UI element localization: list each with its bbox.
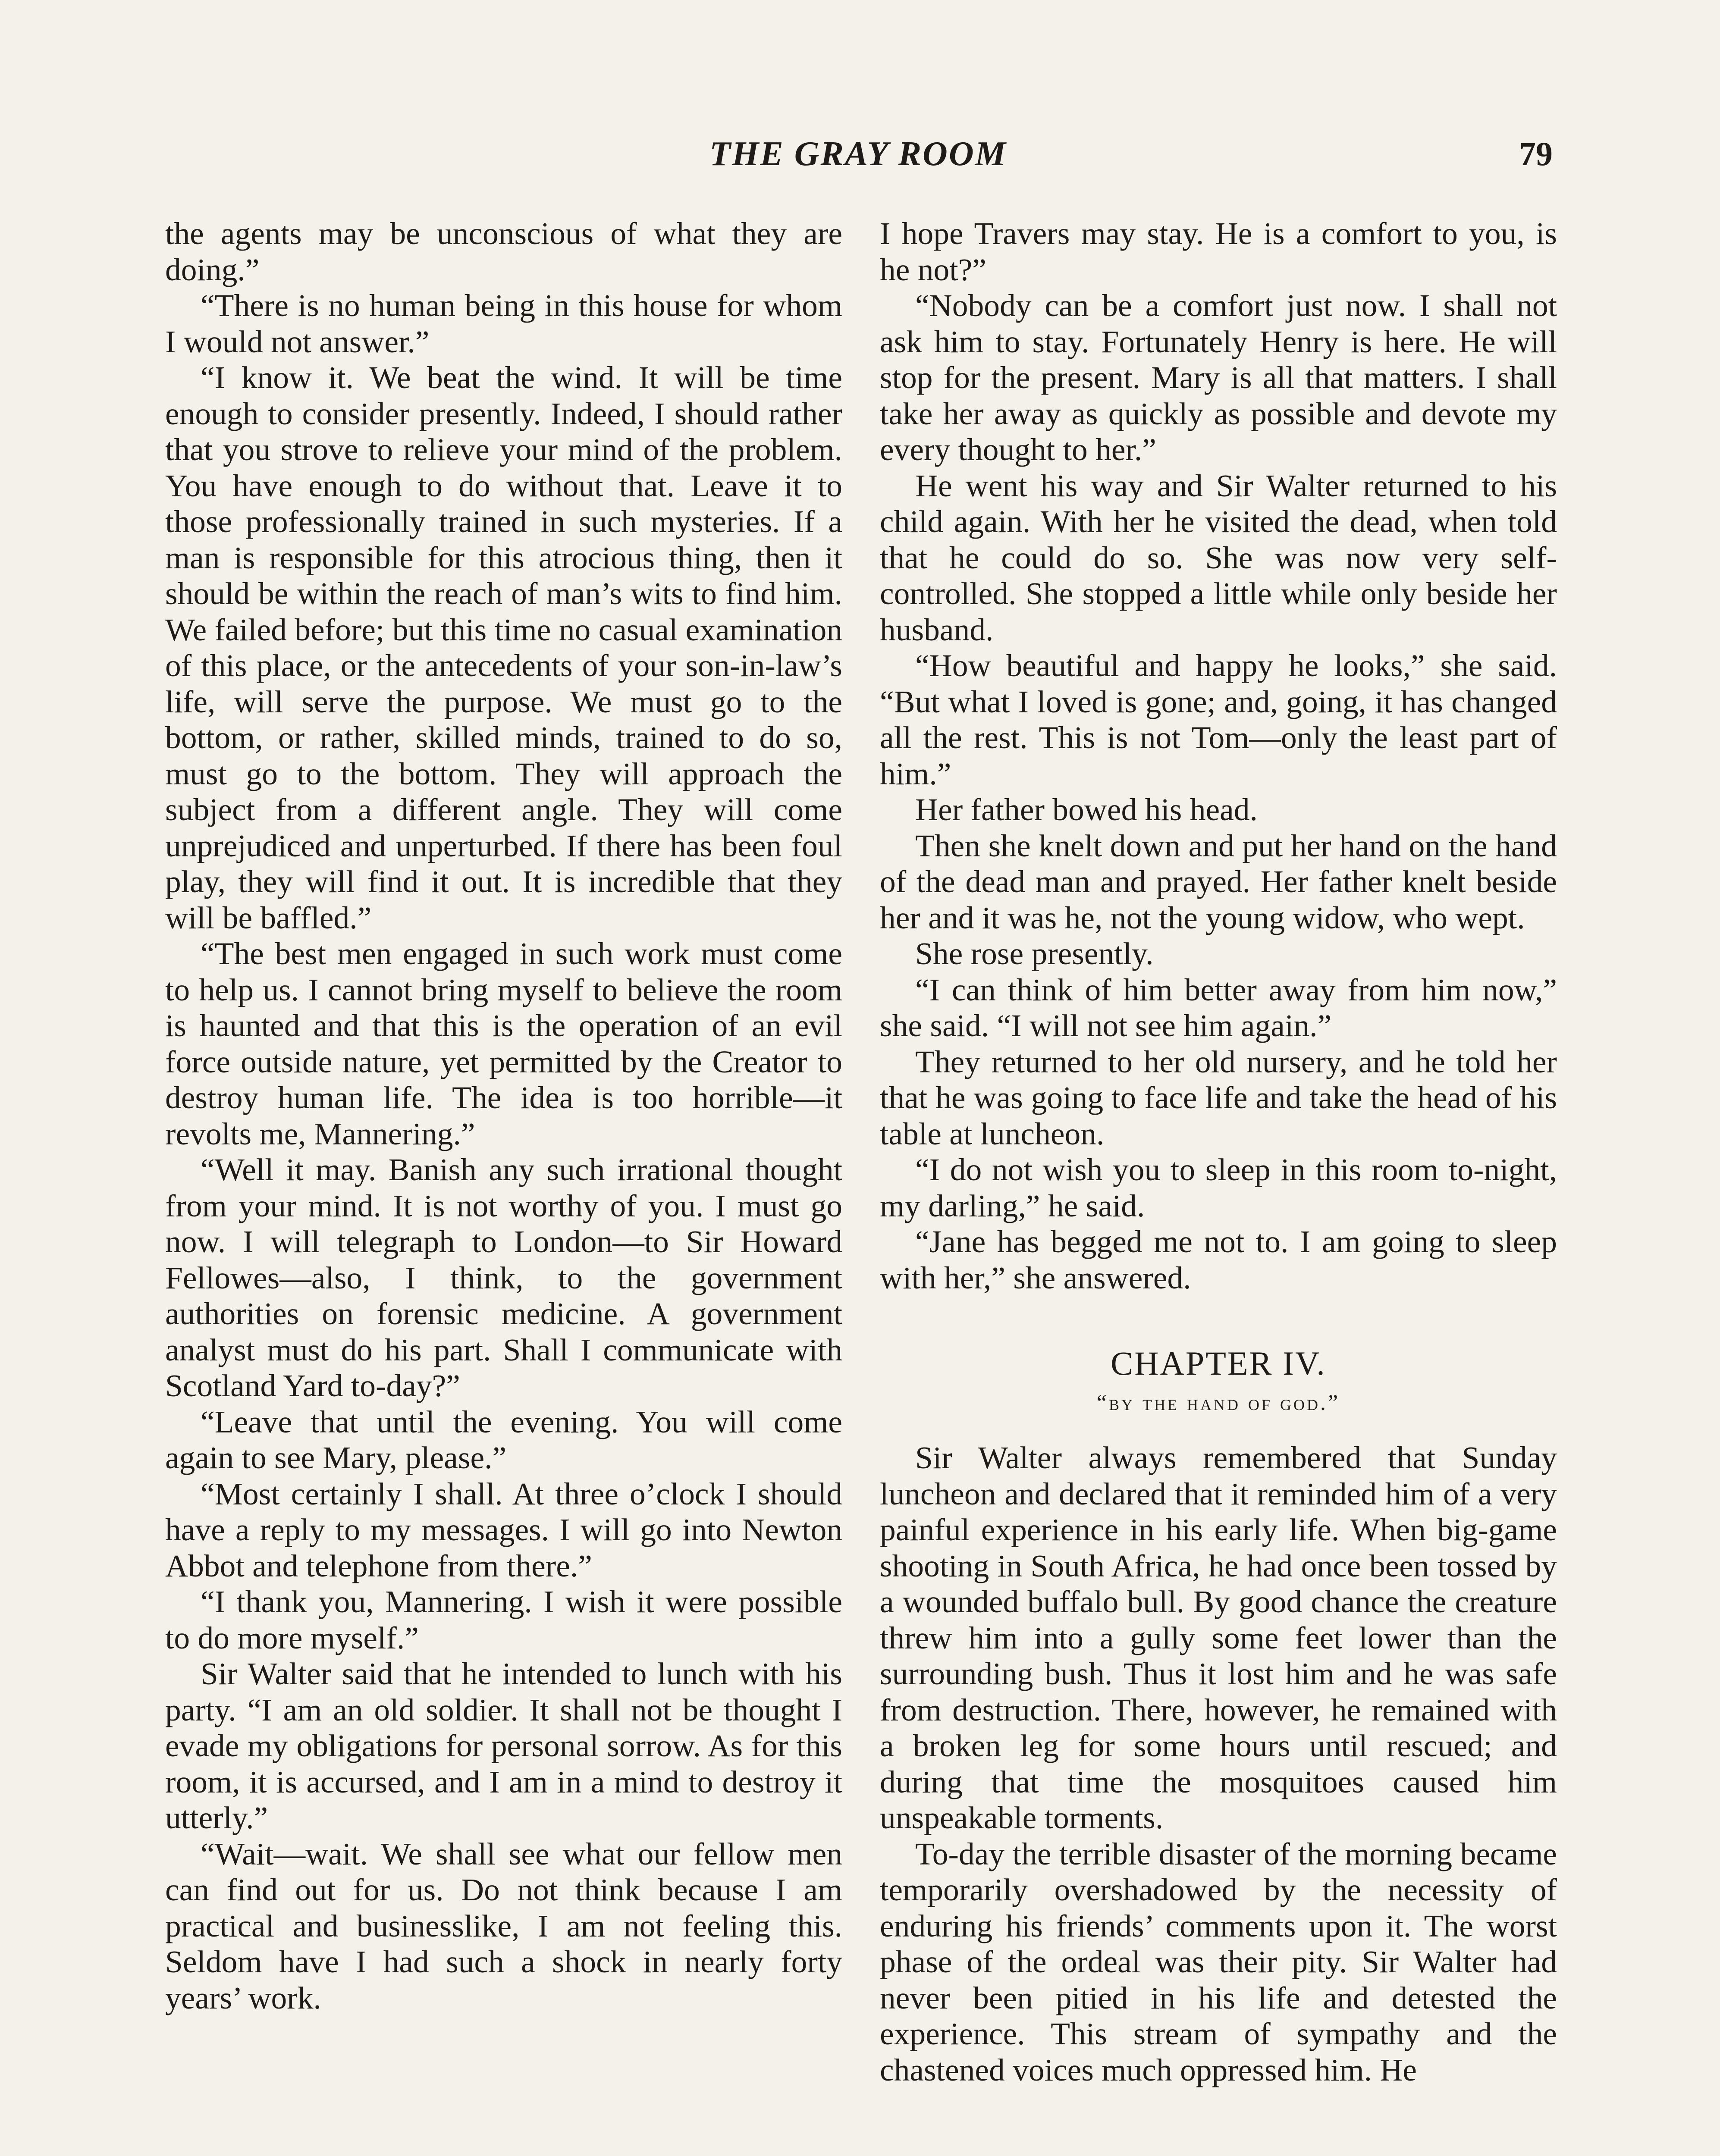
right-column: [880, 216, 1557, 2088]
paragraph: Sir Walter always remembered that Sunday luncheon and declared that it reminded him of a very painful experience in his early life. When big-game shooting in South Africa, he had once been tossed by a wounded buffalo bull. By good chance the creature threw him into a gully some feet lower than the surrounding bush. Thus it lost him and he was safe from destruction. There, however, he remained with a broken leg for some hours until rescued; and during that time the mosquitoes caused him unspeakable torments.: [880, 1440, 1557, 1835]
page-header: [164, 135, 1553, 182]
left-column: [165, 216, 842, 2016]
paragraph: “I can think of him better away from him now,” she said. “I will not see him again.”: [880, 972, 1557, 1043]
paragraph: “I know it. We beat the wind. It will be time enough to consider presently. Indeed, I should rather that you strove to relieve your mind of the problem. You have enough to do without that. Leave it to those professionally trained in such mysteries. If a man is responsible for this atrocious thing, then it should be within the reach of man’s wits to find him. We failed before; but this time no casual examination of this place, or the antecedents of your son-in-law’s life, will serve the purpose. We must go to the bottom, or rather, skilled minds, trained to do so, must go to the bottom. They will approach the subject from a different angle. They will come unprejudiced and unperturbed. If there has been foul play, they will find it out. It is incredible that they will be baffled.”: [165, 360, 842, 935]
page-number: 79: [1519, 135, 1553, 172]
paragraph: She rose presently.: [915, 936, 1154, 971]
paragraph: To-day the terrible disaster of the morning became temporarily overshadowed by the necessity of enduring his friends’ comments upon it. The worst phase of the ordeal was their pity. Sir Walter had never been pitied in his life and detested the experience. This stream of sympathy and the chastened voices much oppressed him. He: [880, 1836, 1557, 2087]
paragraph: “There is no human being in this house for whom I would not answer.”: [165, 288, 842, 359]
running-title: THE GRAY ROOM: [709, 135, 1007, 173]
paragraph: They returned to her old nursery, and he told her that he was going to face life and take the head of his table at luncheon.: [880, 1044, 1557, 1151]
paragraph: Her father bowed his head.: [915, 792, 1258, 827]
paragraph: “Wait—wait. We shall see what our fellow men can find out for us. Do not think because I am practical and businesslike, I am not feeling this. Seldom have I had such a shock in nearly forty years’ work.: [165, 1836, 842, 2015]
paragraph: I hope Travers may stay. He is a comfort to you, is he not?”: [880, 216, 1557, 287]
paragraph: “Jane has begged me not to. I am going to sleep with her,” she answered.: [880, 1224, 1557, 1295]
paragraph: “Leave that until the evening. You will come again to see Mary, please.”: [165, 1404, 842, 1475]
paragraph: “The best men engaged in such work must come to help us. I cannot bring myself to believe the room is haunted and that this is the operation of an evil force outside nature, yet permitted by the Creator to destroy human life. The idea is too horrible—it revolts me, Mannering.”: [165, 936, 842, 1151]
chapter-subtitle: “by the hand of god.”: [1096, 1391, 1340, 1415]
paragraph: “How beautiful and happy he looks,” she said. “But what I loved is gone; and, going, it has changed all the rest. This is not Tom—only the least part of him.”: [880, 648, 1557, 791]
paragraph: Then she knelt down and put her hand on the hand of the dead man and prayed. Her father knelt beside her and it was he, not the young widow, who wept.: [880, 828, 1557, 935]
paragraph: “I do not wish you to sleep in this room to-night, my darling,” he said.: [880, 1152, 1557, 1223]
chapter-heading: CHAPTER IV.: [1111, 1344, 1326, 1382]
paragraph: He went his way and Sir Walter returned to his child again. With her he visited the dead, when told that he could do so. She was now very self-controlled. She stopped a little while only beside her husband.: [880, 468, 1557, 647]
paragraph: “Well it may. Banish any such irrational thought from your mind. It is not worthy of you. I must go now. I will telegraph to London—to Sir Howard Fellowes—also, I think, to the government authorities on forensic medicine. A government analyst must do his part. Shall I communicate with Scotland Yard to-day?”: [165, 1152, 842, 1403]
paragraph: the agents may be unconscious of what they are doing.”: [165, 216, 842, 287]
paragraph: “Most certainly I shall. At three o’clock I should have a reply to my messages. I will go into Newton Abbot and telephone from there.”: [165, 1476, 842, 1583]
paragraph: “Nobody can be a comfort just now. I shall not ask him to stay. Fortunately Henry is here. He will stop for the present. Mary is all that matters. I shall take her away as quickly as possible and devote my every thought to her.”: [880, 288, 1557, 467]
paragraph: “I thank you, Mannering. I wish it were possible to do more myself.”: [165, 1584, 842, 1655]
paragraph: Sir Walter said that he intended to lunch with his party. “I am an old soldier. It shall not be thought I evade my obligations for personal sorrow. As for this room, it is accursed, and I am in a mind to destroy it utterly.”: [165, 1656, 842, 1835]
